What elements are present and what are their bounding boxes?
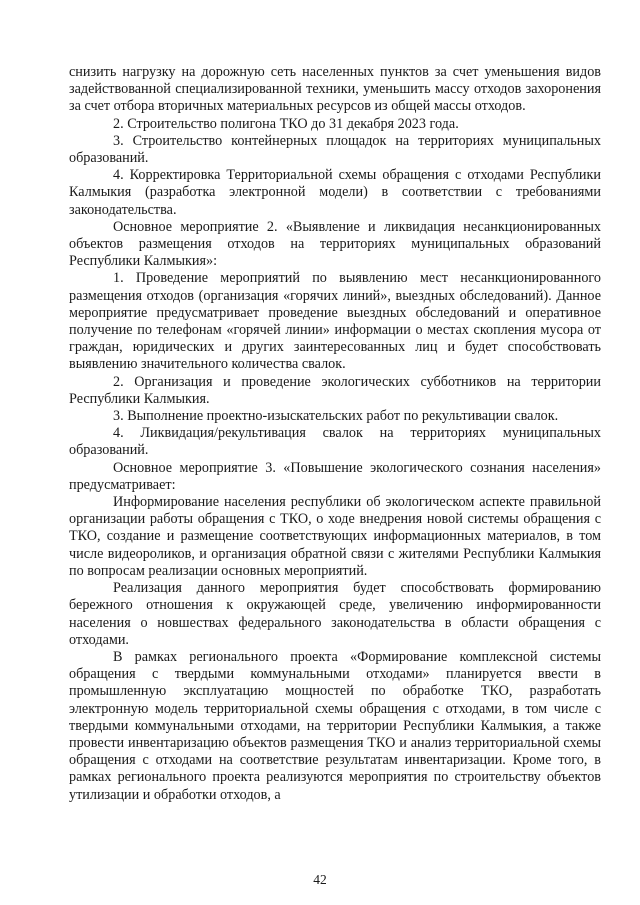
paragraph-informing-population: Информирование населения республики об экологическом аспекте правильной организации работы обращения с ТКО, о ходе внедрения новой системы обращения с ТКО, создание и размещение соответствующих информационных материалов, в том числе видеороликов, и организация обратной связи с жителями Республики Калмыкия по вопросам реализации основных мероприятий. — [69, 494, 601, 579]
paragraph-activity-2-item-1: 1. Проведение мероприятий по выявлению мест несанкционированного размещения отходов (организация «горячих линий», выездных обследований). Данное мероприятие предусматривает проведение выездных обследований и оперативное получение по телефонам «горячей линии» информации о местах скопления мусора от граждан, юридических и других заинтересованных лиц и будет способствовать выявлению значительного количества свалок. — [69, 270, 601, 373]
paragraph-activity-2-item-3: 3. Выполнение проектно-изыскательских работ по рекультивации свалок. — [113, 408, 559, 425]
page-number: 42 — [313, 872, 327, 887]
paragraph-main-activity-2: Основное мероприятие 2. «Выявление и ликвидация несанкционированных объектов размещения отходов на территориях муниципальных образований Республики Калмыкия»: — [69, 218, 601, 270]
paragraph-regional-project: В рамках регионального проекта «Формирование комплексной системы обращения с твердыми коммунальными отходами» планируется ввести в промышленную эксплуатацию мощностей по обработке ТКО, разработать электронную модель территориальной схемы обращения с отходами, в том числе с твердыми коммунальными отходами, на территории Республики Калмыкия, а также провести инвентаризацию объектов размещения ТКО и анализ территориальной схемы обращения с отходами на соответствие результатам инвентаризации. Кроме того, в рамках регионального проекта реализуются мероприятия по строительству объектов утилизации и обработки отходов, а — [69, 648, 601, 803]
paragraph-activity-2-item-2: 2. Организация и проведение экологических субботников на территории Республики Калмыкия. — [69, 373, 601, 407]
paragraph-item-2-landfill: 2. Строительство полигона ТКО до 31 декабря 2023 года. — [113, 115, 459, 132]
paragraph-continuation: снизить нагрузку на дорожную сеть населенных пунктов за счет уменьшения видов задействованной специализированной техники, уменьшить массу отходов захоронения за счет отбора вторичных материальных ресурсов из общей массы отходов. — [69, 64, 601, 115]
paragraph-item-4-territorial-scheme: 4. Корректировка Территориальной схемы обращения с отходами Республики Калмыкия (разработка электронной модели) в соответствии с требованиями законодательства. — [69, 167, 601, 218]
paragraph-activity-2-item-4: 4. Ликвидация/рекультивация свалок на территориях муниципальных образований. — [69, 425, 601, 459]
paragraph-implementation-effect: Реализация данного мероприятия будет способствовать формированию бережного отношения к окружающей среде, увеличению информированности населения о новшествах федерального законодательства в области обращения с отходами. — [69, 580, 601, 648]
document-body — [69, 64, 601, 804]
paragraph-item-3-container-sites: 3. Строительство контейнерных площадок на территориях муниципальных образований. — [69, 132, 601, 167]
paragraph-main-activity-3: Основное мероприятие 3. «Повышение экологического сознания населения» предусматривает: — [69, 459, 601, 493]
